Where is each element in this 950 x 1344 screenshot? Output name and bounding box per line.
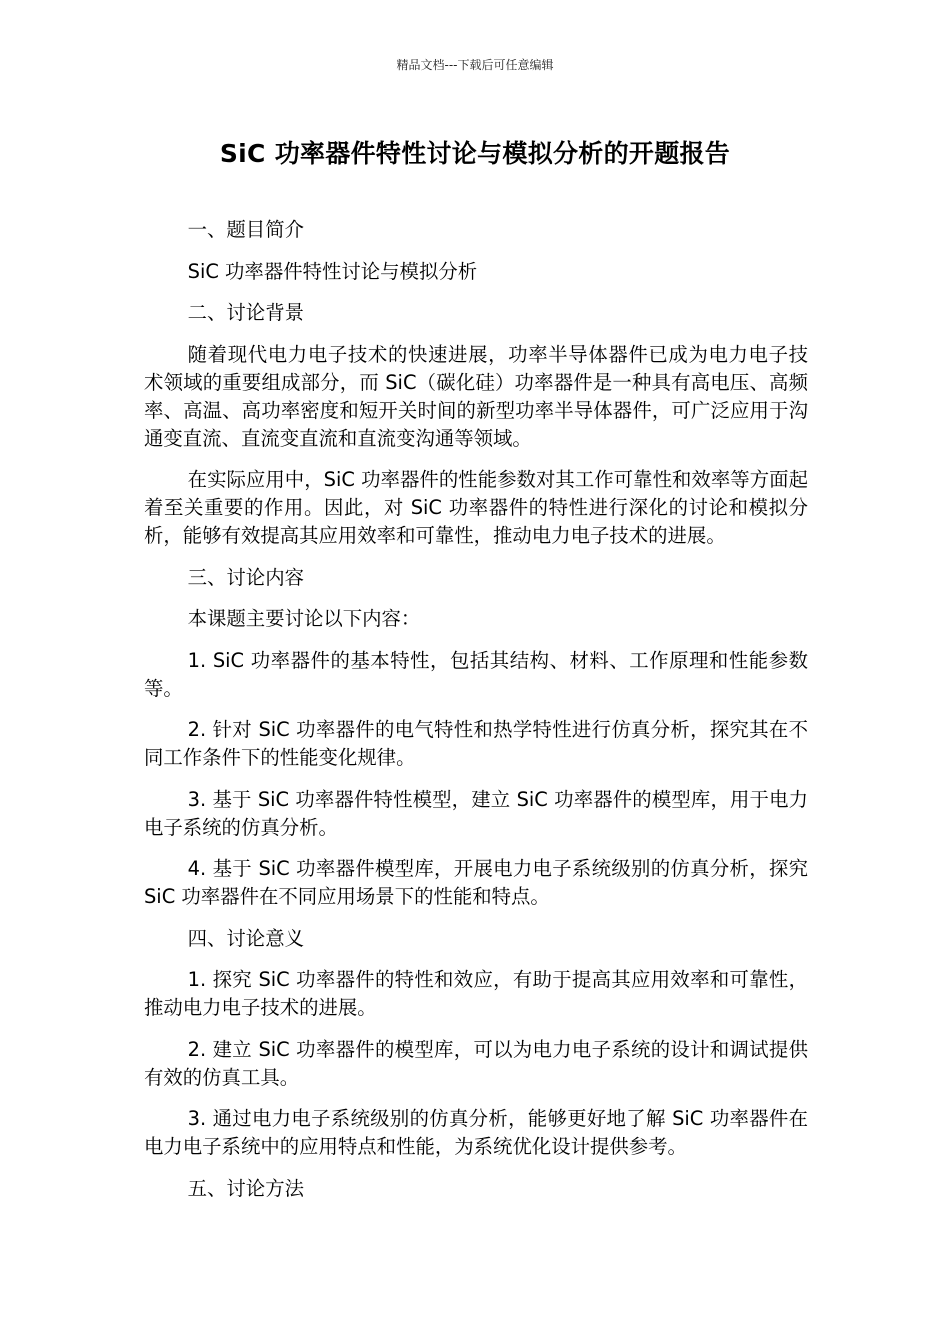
background-paragraph: 在实际应用中，SiC 功率器件的性能参数对其工作可靠性和效率等方面起着至关重要的作用。因此，对 SiC 功率器件的特性进行深化的讨论和模拟分析，能够有效提高其应用效率和可靠性，推动电力电子技术的进展。 xyxy=(144,468,808,547)
document-body xyxy=(144,216,808,1216)
content-intro: 本课题主要讨论以下内容： xyxy=(187,607,421,630)
topic-text: SiC 功率器件特性讨论与模拟分析 xyxy=(187,259,478,283)
section-heading-significance: 四、讨论意义 xyxy=(187,926,304,950)
section-heading-background: 二、讨论背景 xyxy=(187,301,304,324)
content-list-item: 3. 基于 SiC 功率器件特性模型，建立 SiC 功率器件的模型库，用于电力电子系统的仿真分析。 xyxy=(144,787,808,839)
significance-list-item: 1. 探究 SiC 功率器件的特性和效应，有助于提高其应用效率和可靠性，推动电力电子技术的进展。 xyxy=(144,968,808,1019)
significance-list-item: 2. 建立 SiC 功率器件的模型库，可以为电力电子系统的设计和调试提供有效的仿真工具。 xyxy=(144,1037,808,1089)
content-list-item: 4. 基于 SiC 功率器件模型库，开展电力电子系统级别的仿真分析，探究 SiC 功率器件在不同应用场景下的性能和特点。 xyxy=(144,857,808,908)
header-note: 精品文档---下载后可任意编辑 xyxy=(396,58,554,72)
content-list-item: 1. SiC 功率器件的基本特性，包括其结构、材料、工作原理和性能参数等。 xyxy=(144,648,808,700)
document-title: SiC 功率器件特性讨论与模拟分析的开题报告 xyxy=(219,139,731,168)
section-heading-methods: 五、讨论方法 xyxy=(187,1176,304,1200)
section-heading-content: 三、讨论内容 xyxy=(187,565,304,589)
section-heading-topic: 一、题目简介 xyxy=(187,218,304,241)
background-paragraph: 随着现代电力电子技术的快速进展，功率半导体器件已成为电力电子技术领域的重要组成部分，而 SiC（碳化硅）功率器件是一种具有高电压、高频率、高温、高功率密度和短开关时间的新型功率半导体器件，可广泛应用于沟通变直流、直流变直流和直流变沟通等领域。 xyxy=(144,342,808,450)
content-list-item: 2. 针对 SiC 功率器件的电气特性和热学特性进行仿真分析，探究其在不同工作条件下的性能变化规律。 xyxy=(144,718,808,769)
significance-list-item: 3. 通过电力电子系统级别的仿真分析，能够更好地了解 SiC 功率器件在电力电子系统中的应用特点和性能，为系统优化设计提供参考。 xyxy=(144,1107,808,1158)
